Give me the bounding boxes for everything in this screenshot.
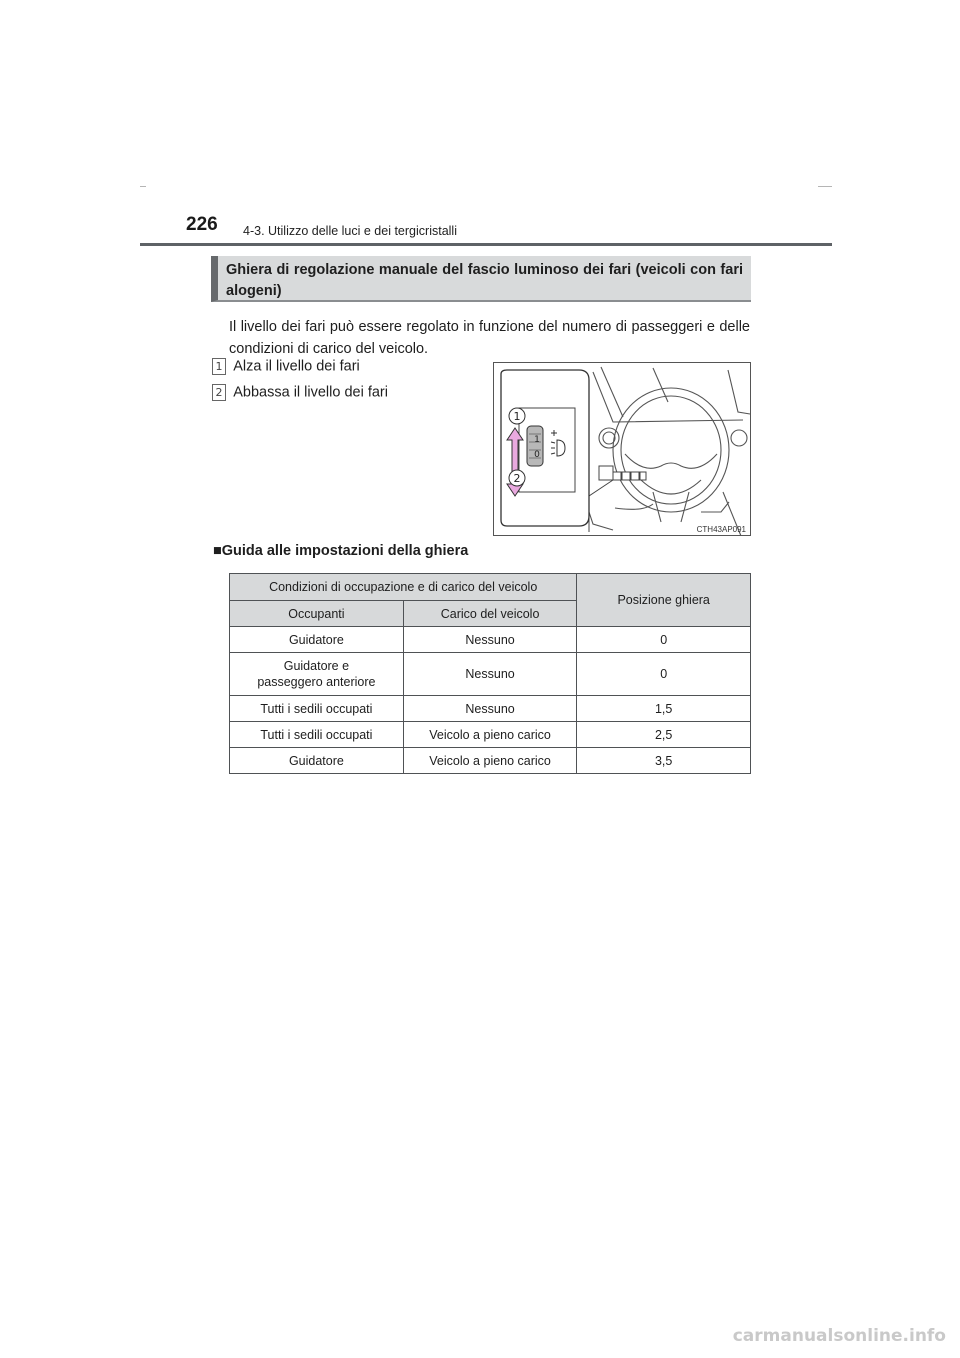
crop-mark-right xyxy=(818,186,832,187)
cell-load: Nessuno xyxy=(403,696,577,722)
cell-load: Veicolo a pieno carico xyxy=(403,722,577,748)
header-dial-position: Posizione ghiera xyxy=(577,574,751,627)
watermark: carmanualsonline.info xyxy=(732,1326,946,1346)
callout-box xyxy=(211,256,751,302)
cell-load: Veicolo a pieno carico xyxy=(403,748,577,774)
callout-title: Ghiera di regolazione manuale del fascio luminoso dei fari (veicoli con fari alogeni) xyxy=(226,262,743,299)
callout-number-2: 2 xyxy=(513,472,521,485)
table-row xyxy=(230,748,751,774)
cell-position: 3,5 xyxy=(577,748,751,774)
cell-load: Nessuno xyxy=(403,653,577,696)
cell-occupants: Guidatore xyxy=(230,748,404,774)
table-row xyxy=(230,696,751,722)
dashboard-drawing xyxy=(493,362,751,536)
step-number: 1 xyxy=(212,358,226,375)
cell-position: 1,5 xyxy=(577,696,751,722)
header-occupants: Occupanti xyxy=(230,601,404,627)
cell-occupants: Guidatore xyxy=(230,627,404,653)
dial-wheel xyxy=(527,426,543,466)
step-text: Alza il livello dei fari xyxy=(233,358,360,375)
header-rule xyxy=(140,243,832,246)
section-title: 4-3. Utilizzo delle luci e dei tergicristalli xyxy=(243,224,457,238)
cell-position: 0 xyxy=(577,653,751,696)
cell-occupants: Guidatore e passeggero anteriore xyxy=(230,653,404,696)
figure-code: CTH43AP091 xyxy=(696,525,746,534)
headlight-dial-illustration xyxy=(493,362,751,536)
step-number: 2 xyxy=(212,384,226,401)
dial-settings-table xyxy=(229,573,751,774)
step-1 xyxy=(212,358,360,375)
dial-mark-0: 0 xyxy=(534,450,540,460)
table-row xyxy=(230,653,751,696)
table-header-row xyxy=(230,574,751,601)
cell-occupants: Tutti i sedili occupati xyxy=(230,696,404,722)
cell-position: 2,5 xyxy=(577,722,751,748)
header-conditions: Condizioni di occupazione e di carico del veicolo xyxy=(230,574,577,601)
header-load: Carico del veicolo xyxy=(403,601,577,627)
cell-load: Nessuno xyxy=(403,627,577,653)
dial-mark-1: 1 xyxy=(534,435,540,445)
step-2 xyxy=(212,384,388,401)
subheading: ■Guida alle impostazioni della ghiera xyxy=(213,543,469,559)
intro-paragraph: Il livello dei fari può essere regolato in funzione del numero di passeggeri e delle condizioni di carico del veicolo. xyxy=(229,319,750,357)
table-row xyxy=(230,722,751,748)
cell-position: 0 xyxy=(577,627,751,653)
cell-occupants: Tutti i sedili occupati xyxy=(230,722,404,748)
crop-mark-left xyxy=(140,186,146,187)
page-number: 226 xyxy=(186,214,218,235)
step-text: Abbassa il livello dei fari xyxy=(233,384,388,401)
callout-number-1: 1 xyxy=(513,410,521,423)
table-row xyxy=(230,627,751,653)
